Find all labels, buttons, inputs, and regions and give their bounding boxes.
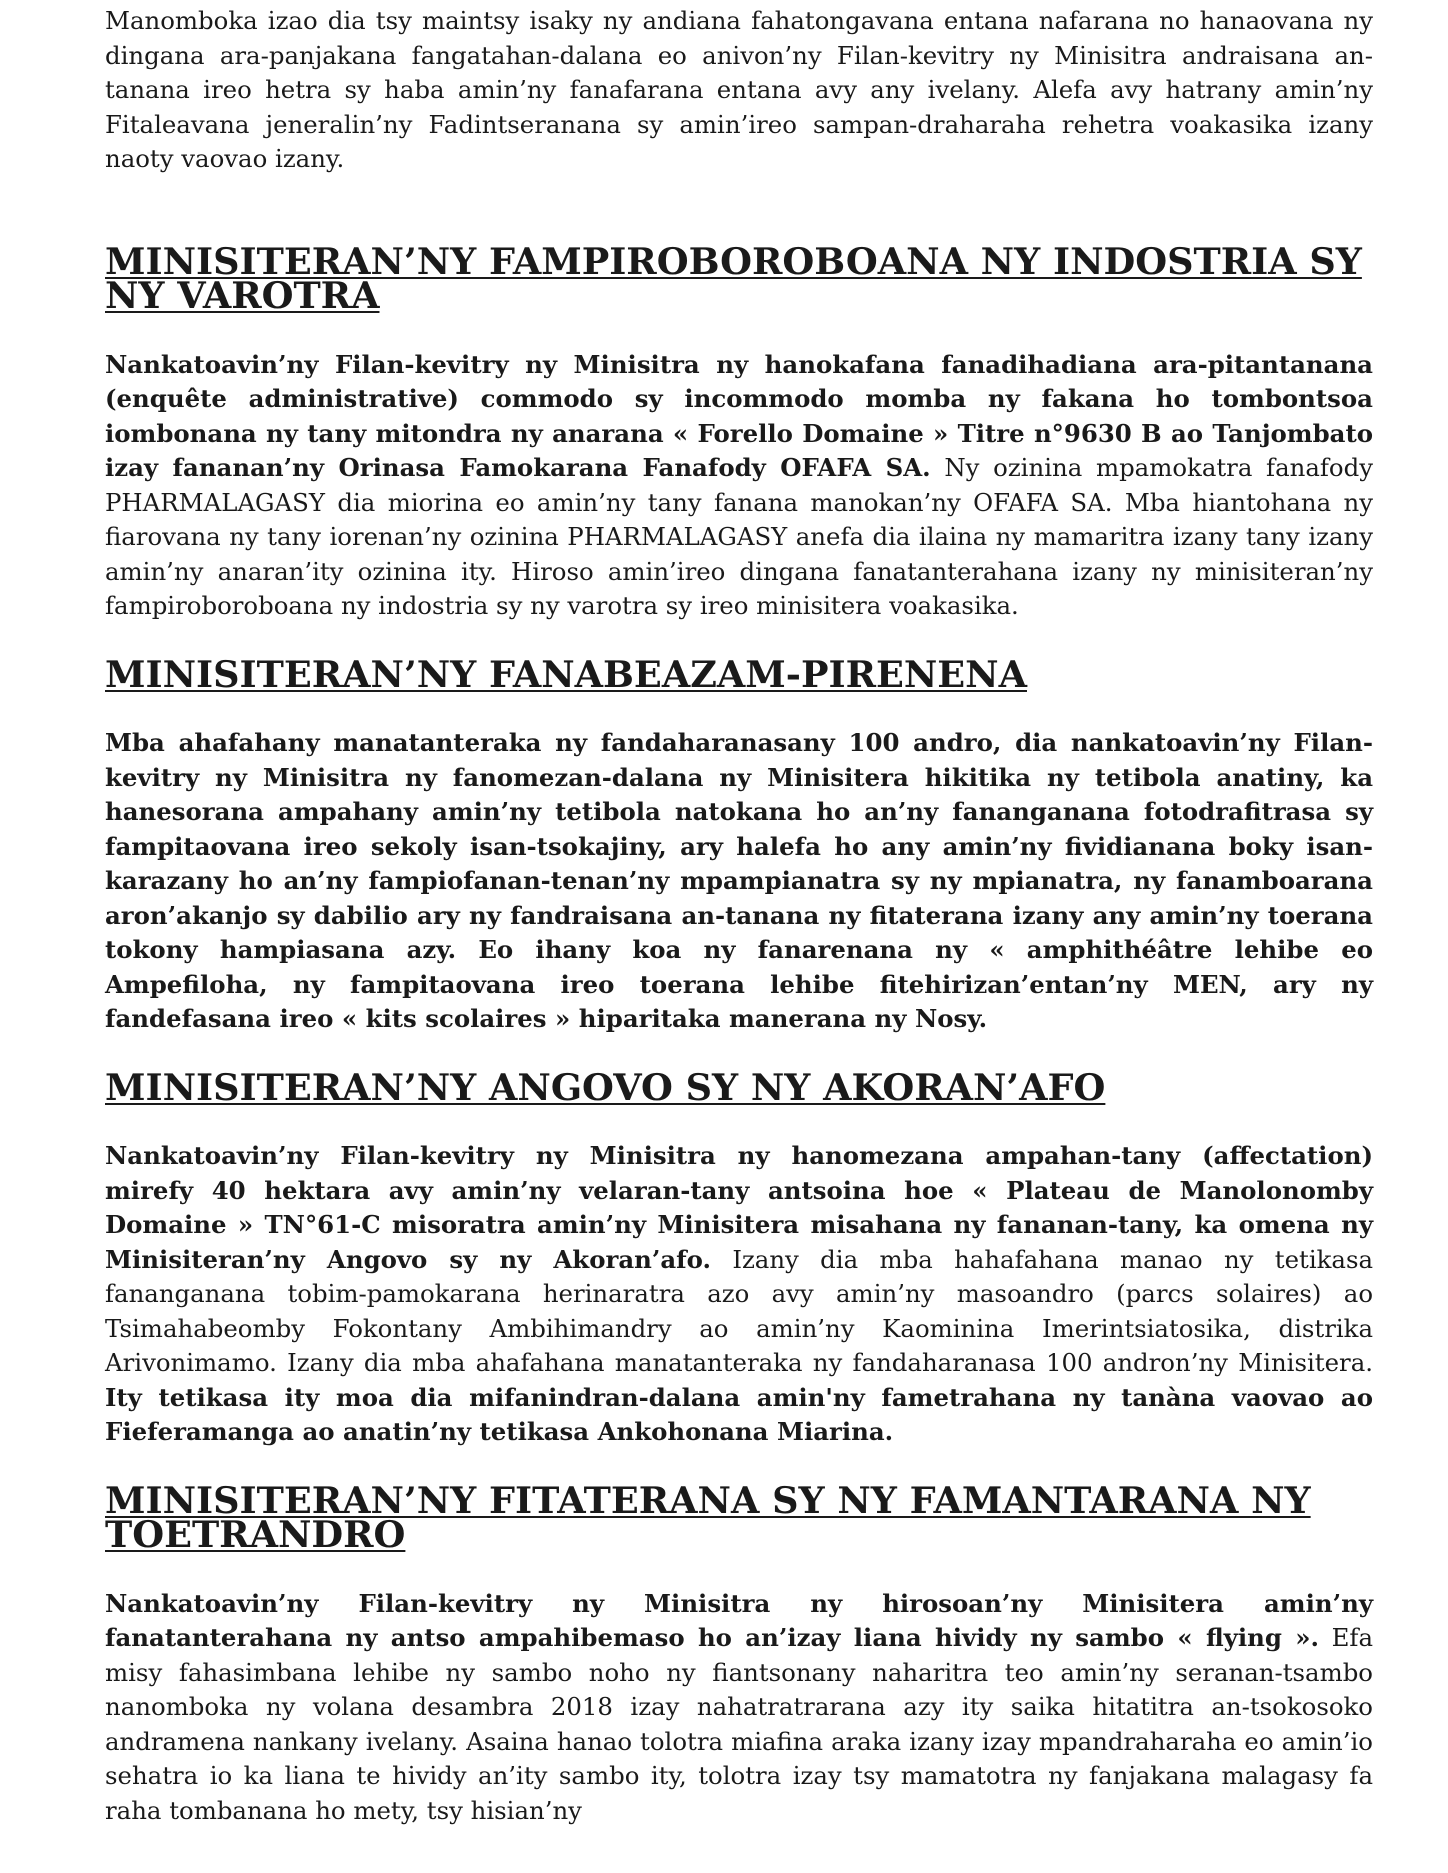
intro-paragraph (105, 4, 1373, 177)
bold-text: Nankatoavin’ny Filan-kevitry ny Minisitra ny hanokafana fanadihadiana ara-pitantanana (enquête administrative) commodo sy incommodo momba ny fakana ho tombontsoa iombonana ny tany mitondra ny anarana « Forello Domaine » Titre n°9630 B ao Tanjombato izay fananan’ny Orinasa Famokarana Fanafody OFAFA SA. (105, 349, 1373, 482)
intro-text: Manomboka izao dia tsy maintsy isaky ny andiana fahatongavana entana nafarana no hanaovana ny dingana ara-panjakana fangatahan-dalana eo anivon’ny Filan-kevitry ny Minisitra andraisana an-tanana ireo hetra sy haba amin’ny fanafarana entana avy any ivelany. Alefa avy hatrany amin’ny Fitaleavana jeneralin’ny Fadintseranana sy amin’ireo sampan-draharaha rehetra voakasika izany naoty vaovao izany. (105, 6, 1373, 173)
document-page (105, 4, 1373, 1828)
section-body-education (105, 726, 1373, 1037)
section-body-energy (105, 1139, 1373, 1450)
normal-text: Ny ozinina mpamokatra fanafody PHARMALAGASY dia miorina eo amin’ny tany fanana manokan’ny OFAFA SA. Mba hiantohana ny fiarovana ny tany iorenan’ny ozinina PHARMALAGASY anefa dia ilaina ny mamaritra izany tany izany amin’ny anaran’ity ozinina ity. Hiroso amin’ireo dingana fanatanterahana izany ny minisiteran’ny fampiroboroboana ny indostria sy ny varotra sy ireo minisitera voakasika. (105, 453, 1373, 620)
section-body-transport (105, 1587, 1373, 1829)
normal-text: Efa misy fahasimbana lehibe ny sambo noho ny fiantsonany naharitra teo amin’ny seranan-tsambo nanomboka ny volana desambra 2018 izay nahatratrarana azy ity saika hitatitra an-tsokosoko andramena nankany ivelany. Asaina hanao tolotra miafina araka izany izay mpandraharaha eo amin’io sehatra io ka liana te hividy an’ity sambo ity, tolotra izay tsy mamatotra ny fanjakana malagasy fa raha tombanana ho mety, tsy hisian’ny (105, 1623, 1373, 1825)
bold-tail-text: Ity tetikasa ity moa dia mifanindran-dalana amin'ny fametrahana ny tanàna vaovao ao Fieferamanga ao anatin’ny tetikasa Ankohonana Miarina. (105, 1382, 1373, 1446)
spacer (105, 314, 1373, 348)
section-heading-industry: MINISITERAN’NY FAMPIROBOROBOANA NY INDOSTRIA SY NY VAROTRA (105, 239, 1362, 317)
spacer (105, 1105, 1373, 1139)
section-heading-energy: MINISITERAN’NY ANGOVO SY NY AKORAN’AFO (105, 1065, 1106, 1109)
spacer (105, 177, 1373, 245)
spacer (105, 692, 1373, 726)
bold-text: Nankatoavin’ny Filan-kevitry ny Minisitra ny hanomezana ampahan-tany (affectation) mirefy 40 hektara avy amin’ny velaran-tany antsoina hoe « Plateau de Manolonomby Domaine » TN°61-C misoratra amin’ny Minisitera misahana ny fananan-tany, ka omena ny Minisiteran’ny Angovo sy ny Akoran’afo. (105, 1141, 1373, 1274)
normal-text: Izany dia mba hahafahana manao ny tetikasa fananganana tobim-pamokarana herinaratra azo avy amin’ny masoandro (parcs solaires) ao Tsimahabeomby Fokontany Ambihimandry ao amin’ny Kaominina Imerintsiatosika, distrika Arivonimamo. Izany dia mba ahafahana manatanteraka ny fandaharanasa 100 andron’ny Minisitera. (105, 1244, 1374, 1377)
spacer (105, 1553, 1373, 1587)
section-heading-education: MINISITERAN’NY FANABEAZAM-PIRENENA (105, 652, 1027, 696)
bold-text: Mba ahafahany manatanteraka ny fandaharanasany 100 andro, dia nankatoavin’ny Filan-kevitry ny Minisitra ny fanomezan-dalana ny Minisitera hikitika ny tetibola anatiny, ka hanesorana ampahany amin’ny tetibola natokana ho an’ny fananganana fotodrafitrasa sy fampitaovana ireo sekoly isan-tsokajiny, ary halefa ho any amin’ny fividianana boky isan-karazany ho an’ny fampiofanan-tenan’ny mpampianatra sy ny mpianatra, ny fanamboarana aron’akanjo sy dabilio ary ny fandraisana an-tanana ny fitaterana izany any amin’ny toerana tokony hampiasana azy. Eo ihany koa ny fanarenana ny « amphithéâtre lehibe eo Ampefiloha, ny fampitaovana ireo toerana lehibe fitehirizan’entan’ny MEN, ary ny fandefasana ireo « kits scolaires » hiparitaka manerana ny Nosy. (105, 728, 1373, 1033)
section-body-industry (105, 348, 1373, 624)
section-heading-transport: MINISITERAN’NY FITATERANA SY NY FAMANTARANA NY TOETRANDRO (105, 1478, 1311, 1556)
bold-text: Nankatoavin’ny Filan-kevitry ny Minisitra ny hirosoan’ny Minisitera amin’ny fanatanterahana ny antso ampahibemaso ho an’izay liana hividy ny sambo « flying ». (105, 1588, 1373, 1652)
